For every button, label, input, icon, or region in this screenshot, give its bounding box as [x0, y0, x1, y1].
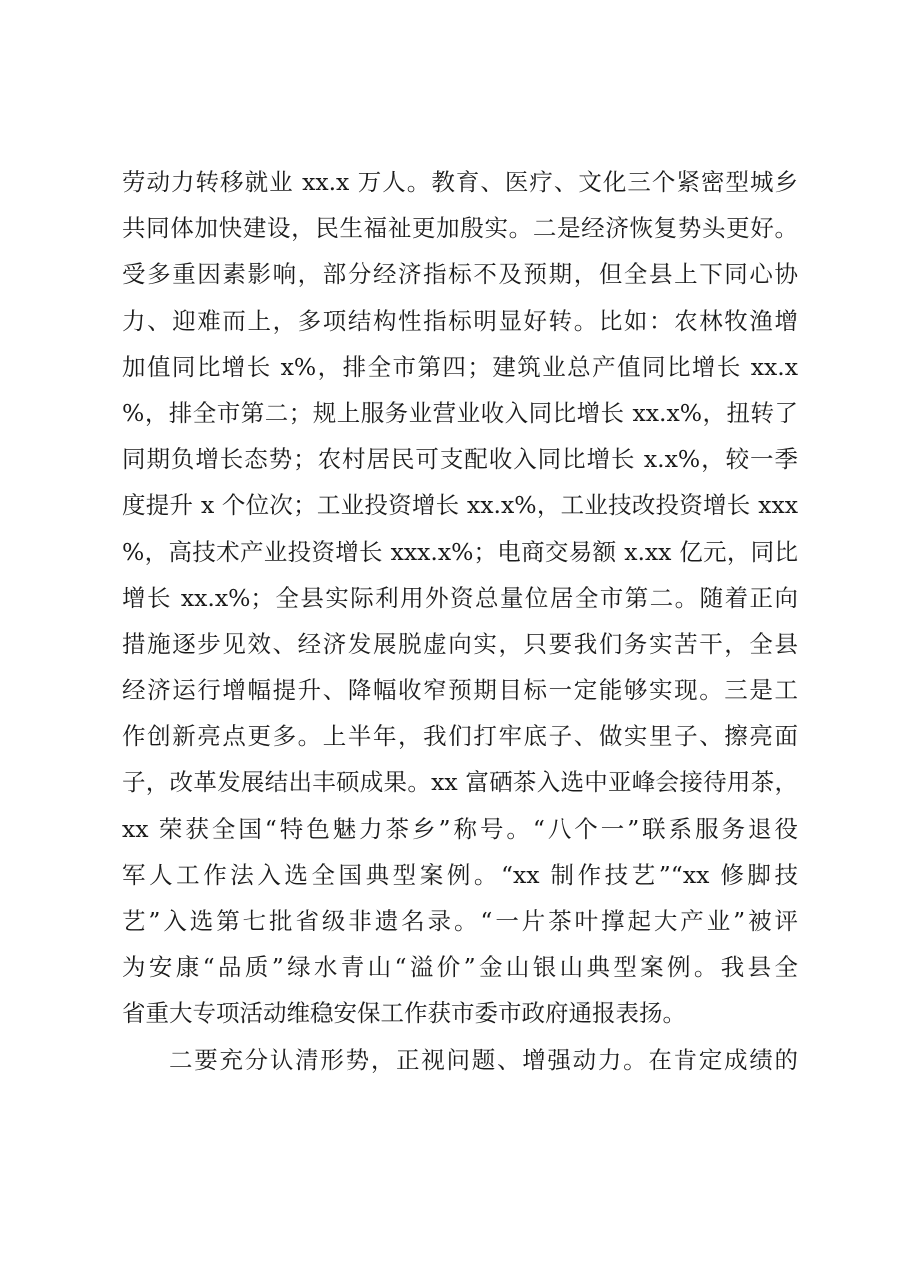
text-line: %，排全市第二；规上服务业营业收入同比增长 xx.x%，扭转了: [122, 398, 798, 427]
text-line: 艺”入选第七批省级非遗名录。“一片茶叶撑起大产业”被评: [122, 907, 798, 935]
text-line: 力、迎难而上，多项结构性指标明显好转。比如：农林牧渔增: [122, 306, 798, 335]
text-line: 省重大专项活动维稳安保工作获市委市政府通报表扬。: [122, 999, 686, 1028]
text-line: 军人工作法入选全国典型案例。“xx 制作技艺”“xx 修脚技: [122, 860, 798, 889]
text-line: 经济运行增幅提升、降幅收窄预期目标一定能够实现。三是工: [122, 676, 798, 705]
paragraph-heading-line: 二要充分认清形势，正视问题、增强动力。在肯定成绩的: [169, 1045, 798, 1074]
text-line: 同期负增长态势；农村居民可支配收入同比增长 x.x%，较一季: [122, 445, 798, 474]
text-line: 增长 xx.x%；全县实际利用外资总量位居全市第二。随着正向: [122, 583, 798, 612]
text-line: 为安康“品质”绿水青山“溢价”金山银山典型案例。我县全: [122, 953, 798, 982]
text-line: 共同体加快建设，民生福祉更加殷实。二是经济恢复势头更好。: [122, 214, 798, 243]
text-line: 受多重因素影响，部分经济指标不及预期，但全县上下同心协: [122, 260, 798, 289]
text-line: 劳动力转移就业 xx.x 万人。教育、医疗、文化三个紧密型城乡: [122, 168, 798, 196]
text-line: %，高技术产业投资增长 xxx.x%；电商交易额 x.xx 亿元，同比: [122, 537, 798, 566]
text-line: 子，改革发展结出丰硕成果。xx 富硒茶入选中亚峰会接待用茶，: [122, 768, 798, 797]
body-text: [122, 159, 798, 1083]
text-line: 加值同比增长 x%，排全市第四；建筑业总产值同比增长 xx.x: [122, 352, 798, 381]
text-line: 度提升 x 个位次；工业投资增长 xx.x%，工业技改投资增长 xxx: [122, 491, 798, 520]
text-line: xx 荣获全国“特色魅力茶乡”称号。“八个一”联系服务退役: [122, 814, 798, 843]
text-line: 作创新亮点更多。上半年，我们打牢底子、做实里子、擦亮面: [122, 722, 798, 751]
text-line: 措施逐步见效、经济发展脱虚向实，只要我们务实苦干，全县: [122, 629, 798, 658]
